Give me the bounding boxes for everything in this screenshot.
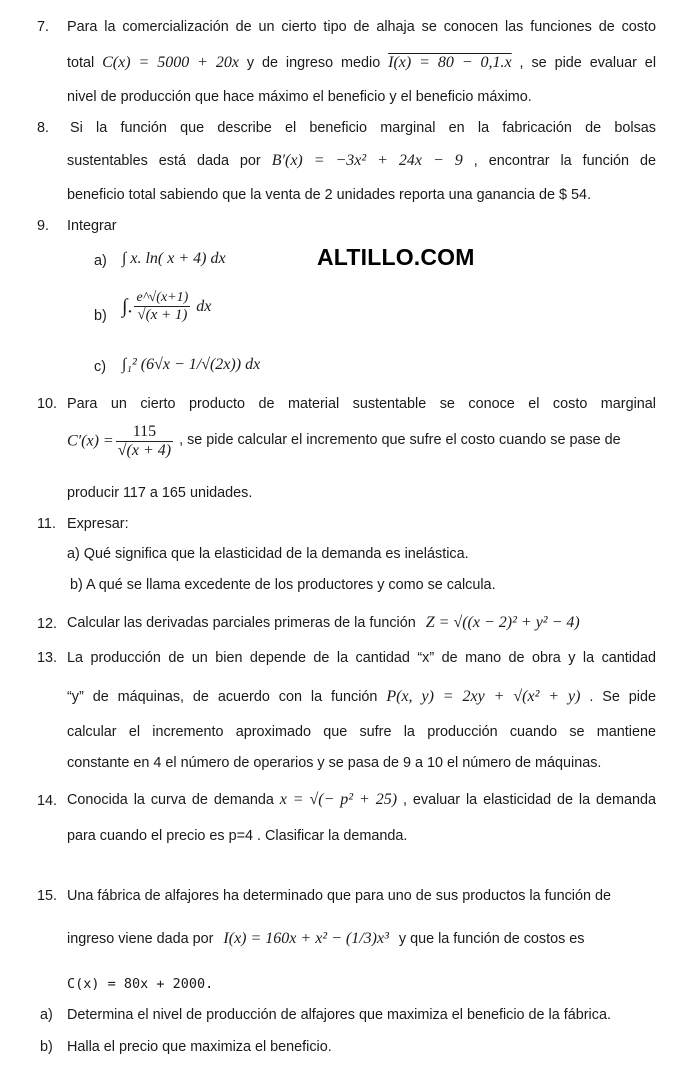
subitem-label: a) xyxy=(94,253,107,269)
item-number: 9. xyxy=(37,218,50,234)
problem-13-line-2 xyxy=(67,688,656,706)
subitem-label: b) xyxy=(40,1039,53,1055)
item-number: 14. xyxy=(37,793,58,809)
integral-sign: ∫. xyxy=(122,295,133,318)
watermark: ALTILLO.COM xyxy=(317,244,475,270)
problem-13-line-3: calcular el incremento aproximado que sufre la producción cuando se mantiene xyxy=(67,724,656,740)
marginal-cost-lhs: C′(x) = xyxy=(67,432,114,450)
problem-11-a: a) Qué significa que la elasticidad de la demanda es inelástica. xyxy=(67,546,469,562)
problem-11-b: b) A qué se llama excedente de los productores y como se calcula. xyxy=(70,577,496,593)
item-number: 12. xyxy=(37,616,58,632)
problem-8-line-3: beneficio total sabiendo que la venta de 2 unidades reporta una ganancia de $ 54. xyxy=(67,187,592,203)
problem-7-line-1: Para la comercialización de un cierto tipo de alhaja se conocen las funciones de costo xyxy=(67,19,656,35)
problem-15-line-1: Una fábrica de alfajores ha determinado que para uno de sus productos la función de xyxy=(67,888,612,904)
integral-b: ∫. $\frac{e\^{}√(x+1)}{√(x + 1)}$ dx xyxy=(122,290,212,324)
text: y que la función de costos es xyxy=(398,931,585,947)
problem-13-line-4: constante en 4 el número de operarios y se pasa de 9 a 10 el número de máquinas. xyxy=(67,755,602,771)
problem-12-line xyxy=(67,614,656,632)
text: , se pide evaluar el xyxy=(519,55,657,71)
problem-7-line-2 xyxy=(67,54,656,72)
fraction xyxy=(134,290,190,324)
text: “y” de máquinas, de acuerdo con la función xyxy=(67,689,378,705)
denominator: √(x + 4) xyxy=(117,442,172,460)
problem-10-line-2 xyxy=(67,423,656,461)
text: , evaluar la elasticidad de la demanda xyxy=(402,792,657,808)
integral-c: ∫₁² (6√x − 1/√(2x)) dx xyxy=(122,356,261,373)
text: ingreso viene dada por xyxy=(67,931,214,947)
problem-15-line-2 xyxy=(67,930,656,948)
cost-function: C(x) = 5000 + 20x xyxy=(102,54,239,71)
problem-10-line-1: Para un cierto producto de material sustentable se conoce el costo marginal xyxy=(67,396,656,412)
problem-14-line-1 xyxy=(67,791,656,809)
text: , encontrar la función de xyxy=(473,153,657,169)
average-income-function: I(x) = 80 − 0,1.x xyxy=(388,54,512,71)
item-number: 7. xyxy=(37,19,50,35)
item-number: 8. xyxy=(37,120,50,136)
integral-a: ∫ x. ln( x + 4) dx xyxy=(122,250,226,267)
income-function: I(x) = 160x + x² − (1/3)x³ xyxy=(223,930,389,947)
item-number: 15. xyxy=(37,888,58,904)
text: sustentables está dada por xyxy=(67,153,261,169)
subitem-label: a) xyxy=(40,1007,53,1023)
item-number: 13. xyxy=(37,650,58,666)
problem-8-line-2 xyxy=(67,152,656,170)
marginal-benefit-function: B′(x) = −3x² + 24x − 9 xyxy=(271,152,463,169)
production-function: P(x, y) = 2xy + √(x² + y) xyxy=(386,688,581,705)
problem-9-title: Integrar xyxy=(67,218,117,234)
cost-function-15: C(x) = 80x + 2000. xyxy=(67,976,214,992)
problem-11-title: Expresar: xyxy=(67,516,129,532)
problem-8-line-1: Si la función que describe el beneficio marginal en la fabricación de bolsas xyxy=(70,120,656,136)
problem-15-b: Halla el precio que maximiza el beneficio. xyxy=(67,1039,332,1055)
numerator: 115 xyxy=(116,423,173,442)
function-z: Z = √((x − 2)² + y² − 4) xyxy=(425,614,580,631)
item-number: 10. xyxy=(37,396,58,412)
problem-7-line-3: nivel de producción que hace máximo el beneficio y el beneficio máximo. xyxy=(67,89,532,105)
text: total xyxy=(67,55,95,71)
subitem-label: b) xyxy=(94,308,107,324)
marginal-cost-fraction xyxy=(116,423,173,461)
numerator: e^√(x+1) xyxy=(134,290,190,307)
text: y de ingreso medio xyxy=(246,55,381,71)
problem-14-line-2: para cuando el precio es p=4 . Clasificar la demanda. xyxy=(67,828,408,844)
text: . Se pide xyxy=(589,689,656,705)
text: Calcular las derivadas parciales primeras de la función xyxy=(67,615,416,631)
problem-15-a: Determina el nivel de producción de alfajores que maximiza el beneficio de la fábrica. xyxy=(67,1007,611,1023)
item-number: 11. xyxy=(37,516,56,532)
text: Conocida la curva de demanda xyxy=(67,792,274,808)
problem-10-line-3: producir 117 a 165 unidades. xyxy=(67,485,253,501)
demand-curve: x = √(− p² + 25) xyxy=(279,791,398,808)
denominator: √(x + 1) xyxy=(137,307,188,324)
subitem-label: c) xyxy=(94,359,106,375)
problem-13-line-1: La producción de un bien depende de la cantidad “x” de mano de obra y la cantidad xyxy=(67,650,656,666)
text: , se pide calcular el incremento que sufre el costo cuando se pase de xyxy=(179,431,621,448)
